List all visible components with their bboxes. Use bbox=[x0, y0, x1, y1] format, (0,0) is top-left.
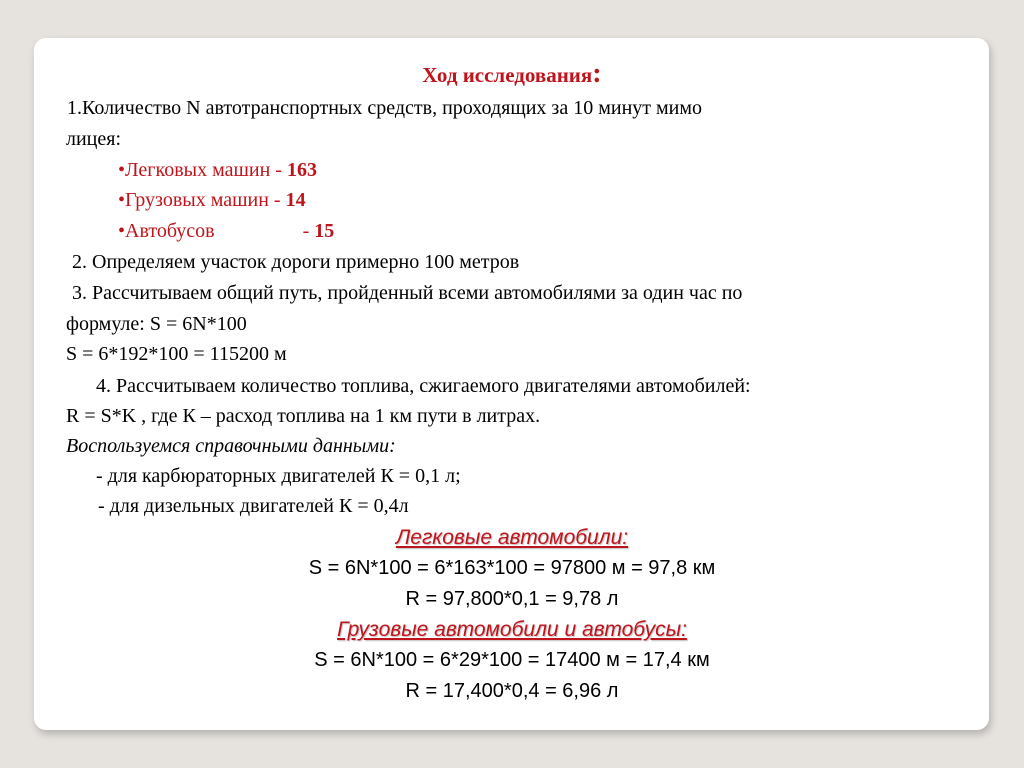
step3-calc: S = 6*192*100 = 115200 м bbox=[66, 343, 287, 365]
vehicle-buses: •Автобусов - 15 bbox=[118, 220, 335, 242]
step3-line2: формуле: S = 6N*100 bbox=[66, 313, 247, 335]
cars-distance-calc: S = 6N*100 = 6*163*100 = 97800 м = 97,8 км bbox=[308, 557, 716, 579]
vehicle-cars: •Легковых машин - 163 bbox=[118, 159, 317, 181]
step3-line1: 3. Рассчитываем общий путь, пройденный всеми автомобилями за один час по bbox=[72, 282, 743, 304]
trucks-fuel-calc: R = 17,400*0,4 = 6,96 л bbox=[405, 680, 619, 702]
trucks-distance-calc: S = 6N*100 = 6*29*100 = 17400 м = 17,4 км bbox=[314, 649, 710, 671]
cars-heading: Легковые автомобили: bbox=[395, 526, 629, 549]
trucks-heading: Грузовые автомобили и автобусы: bbox=[337, 618, 687, 641]
reference-item-carburetor: - для карбюраторных двигателей К = 0,1 л; bbox=[96, 465, 461, 487]
step1-line2: лицея: bbox=[66, 128, 122, 150]
step4-line2: R = S*K , где К – расход топлива на 1 км пути в литрах. bbox=[66, 405, 541, 427]
reference-item-diesel: - для дизельных двигателей К = 0,4л bbox=[98, 495, 409, 517]
step4-line1: 4. Рассчитываем количество топлива, сжигаемого двигателями автомобилей: bbox=[96, 375, 751, 397]
vehicle-trucks: •Грузовых машин - 14 bbox=[118, 189, 306, 211]
step1-line1: 1.Количество N автотранспортных средств, проходящих за 10 минут мимо bbox=[67, 97, 703, 119]
step2-text: 2. Определяем участок дороги примерно 100 метров bbox=[72, 251, 520, 273]
slide-title: Ход исследования: bbox=[422, 58, 602, 89]
reference-heading: Воспользуемся справочными данными: bbox=[66, 435, 396, 457]
cars-fuel-calc: R = 97,800*0,1 = 9,78 л bbox=[405, 588, 619, 610]
